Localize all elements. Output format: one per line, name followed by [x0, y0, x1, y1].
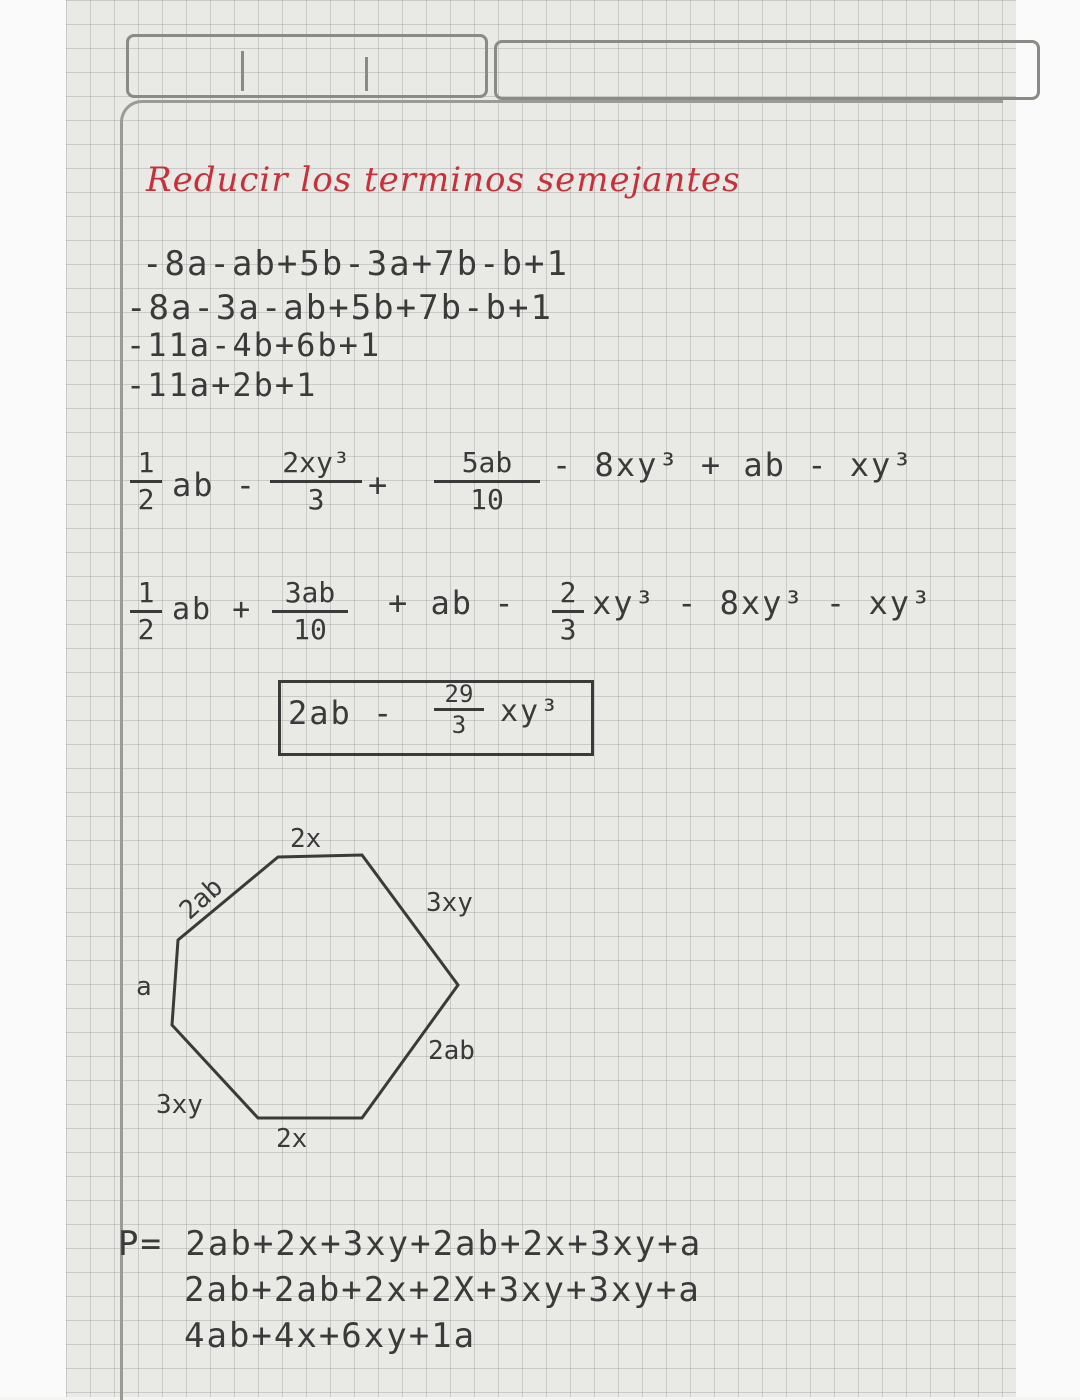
result-term: 2ab - — [288, 694, 395, 732]
fraction: 1 2 — [128, 446, 164, 517]
fraction: 2xy³ 3 — [268, 446, 364, 517]
perimeter-line: 2ab+2ab+2x+2X+3xy+3xy+a — [184, 1270, 701, 1310]
expression-term: ab - — [172, 466, 258, 504]
fraction: 3ab 10 — [270, 576, 350, 647]
result-term: xy³ — [500, 694, 561, 729]
page-title: Reducir los terminos semejantes — [146, 160, 741, 200]
side-label: 2ab — [173, 872, 229, 926]
expression-term: + ab - — [388, 584, 516, 622]
exercise1-line: -11a+2b+1 — [126, 366, 318, 404]
expression-term: + — [368, 466, 390, 504]
fraction: 2 3 — [550, 576, 586, 647]
side-label: 2ab — [428, 1036, 475, 1066]
exercise1-line: -8a-ab+5b-3a+7b-b+1 — [142, 244, 569, 284]
exercise1-line: -8a-3a-ab+5b+7b-b+1 — [126, 288, 553, 328]
side-label: 2x — [276, 1124, 308, 1154]
side-label: 3xy — [156, 1090, 203, 1120]
side-label: 3xy — [426, 888, 473, 918]
expression-term: ab + — [172, 592, 253, 627]
result-fraction: 29 3 — [432, 680, 486, 739]
perimeter-line: 4ab+4x+6xy+1a — [184, 1316, 477, 1356]
perimeter-line: P= 2ab+2x+3xy+2ab+2x+3xy+a — [118, 1224, 703, 1264]
side-label: 2x — [290, 824, 322, 854]
fraction: 1 2 — [128, 576, 164, 647]
expression-term: - 8xy³ + ab - xy³ — [552, 446, 914, 484]
fraction: 5ab 10 — [432, 446, 542, 517]
side-label: a — [136, 972, 152, 1002]
exercise1-line: -11a-4b+6b+1 — [126, 326, 382, 364]
expression-term: xy³ - 8xy³ - xy³ — [592, 584, 933, 622]
